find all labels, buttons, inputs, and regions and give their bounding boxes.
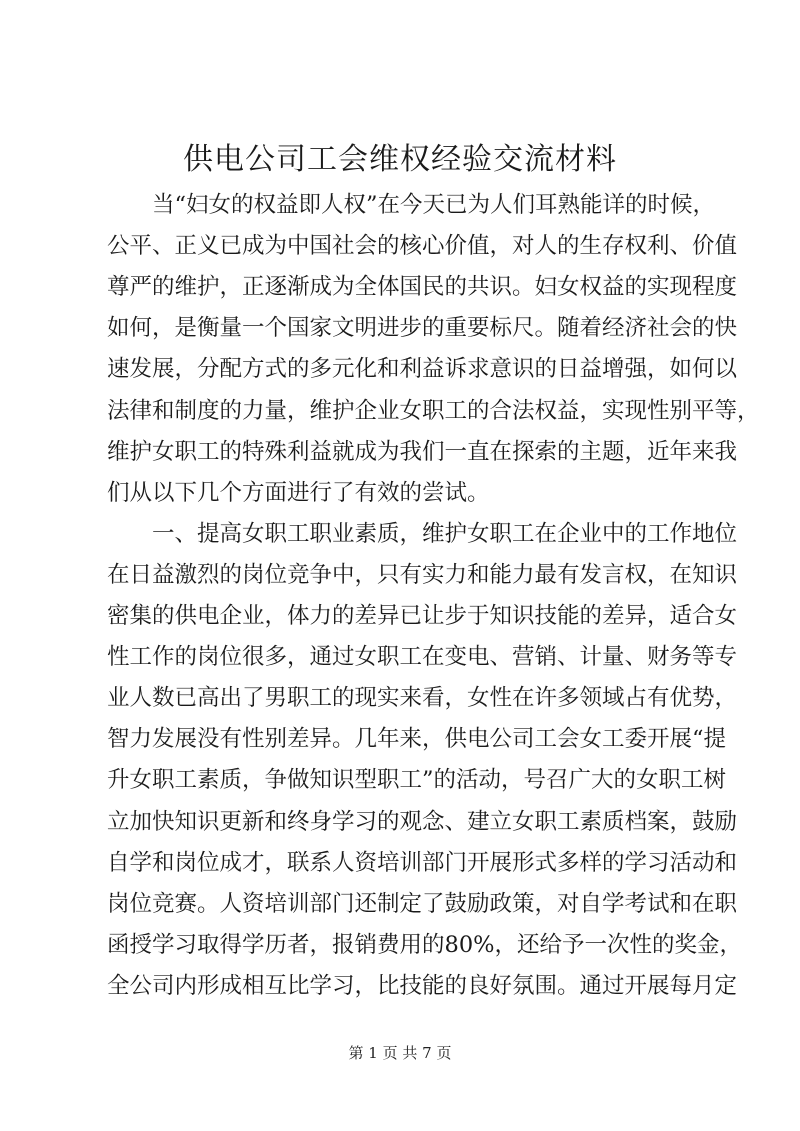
paragraph-line: 全公司内形成相互比学习，比技能的良好氛围。通过开展每月定 — [107, 972, 738, 999]
paragraph-line: 们从以下几个方面进行了有效的尝试。 — [107, 479, 490, 506]
paragraph-line: 法律和制度的力量，维护企业女职工的合法权益，实现性别平等， — [107, 397, 760, 424]
paragraph-line: 如何，是衡量一个国家文明进步的重要标尺。随着经济社会的快 — [107, 315, 738, 342]
paragraph-line: 智力发展没有性别差异。几年来，供电公司工会女工委开展“提 — [107, 726, 727, 753]
paragraph-line: 岗位竞赛。人资培训部门还制定了鼓励政策，对自学考试和在职 — [107, 890, 738, 917]
paragraph-line: 性工作的岗位很多，通过女职工在变电、营销、计量、财务等专 — [107, 644, 738, 671]
paragraph-line: 密集的供电企业，体力的差异已让步于知识技能的差异，适合女 — [107, 603, 738, 629]
paragraph-line: 维护女职工的特殊利益就成为我们一直在探索的主题，近年来我 — [107, 438, 738, 465]
paragraph-line: 函授学习取得学历者，报销费用的80%，还给予一次性的奖金， — [107, 931, 743, 958]
paragraph-line: 尊严的维护，正逐渐成为全体国民的共识。妇女权益的实现程度 — [107, 274, 738, 301]
paragraph-line: 当“妇女的权益即人权”在今天已为人们耳熟能详的时候， — [152, 192, 716, 218]
paragraph-line: 立加快知识更新和终身学习的观念、建立女职工素质档案，鼓励 — [107, 808, 738, 835]
document-title: 供电公司工会维权经验交流材料 — [183, 142, 617, 177]
paragraph-line: 速发展，分配方式的多元化和利益诉求意识的日益增强，如何以 — [107, 356, 738, 383]
paragraph-line: 一、提高女职工职业素质，维护女职工在企业中的工作地位 — [152, 520, 738, 547]
paragraph-line: 在日益激烈的岗位竞争中，只有实力和能力最有发言权，在知识 — [107, 561, 738, 588]
paragraph-line: 自学和岗位成才，联系人资培训部门开展形式多样的学习活动和 — [107, 849, 738, 876]
paragraph-line: 业人数已高出了男职工的现实来看，女性在许多领域占有优势， — [107, 685, 738, 712]
paragraph-line: 公平、正义已成为中国社会的核心价值，对人的生存权利、价值 — [107, 233, 738, 260]
paragraph-line: 升女职工素质，争做知识型职工”的活动，号召广大的女职工树 — [107, 767, 727, 794]
page-number: 第 1 页 共 7 页 — [348, 1044, 452, 1062]
